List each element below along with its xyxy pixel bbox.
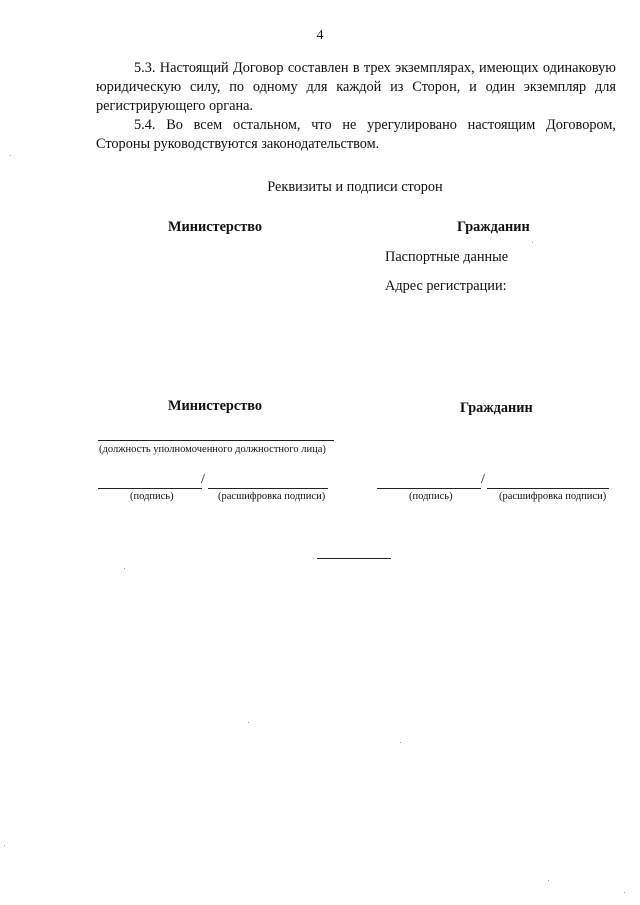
citizen-decoding-line <box>487 488 609 489</box>
scan-speck <box>532 242 533 243</box>
citizen-signature-line <box>377 488 481 489</box>
position-caption: (должность уполномоченного должностного лица) <box>99 444 326 455</box>
page-number: 4 <box>316 28 324 43</box>
citizen-signature-slash: / <box>481 472 485 487</box>
passport-data-label: Паспортные данные <box>385 249 509 265</box>
scan-speck <box>124 568 125 569</box>
citizen-decoding-caption: (расшифровка подписи) <box>499 491 607 502</box>
scan-speck <box>624 892 625 893</box>
scan-speck <box>400 742 401 743</box>
requisites-title: Реквизиты и подписи сторон <box>267 179 443 195</box>
scan-speck <box>548 880 549 881</box>
requisites-ministry-label: Министерство <box>168 219 263 235</box>
requisites-citizen-label: Гражданин <box>457 219 530 235</box>
scan-speck <box>248 722 249 723</box>
scan-speck <box>10 155 11 156</box>
clause-5-3: 5.3. Настоящий Договор составлен в трех экземплярах, имеющих одинаковую юридическую силу, по одному для каждой из Сторон, и один экземпляр для регистрирующего органа. <box>96 60 616 114</box>
clause-5-4: 5.4. Во всем остальном, что не урегулировано настоящим Договором, Стороны руководствуются законодательством. <box>96 117 616 152</box>
ministry-signature-caption: (подпись) <box>130 491 174 502</box>
registration-address-label: Адрес регистрации: <box>385 278 507 294</box>
scan-speck <box>4 845 5 846</box>
ministry-decoding-caption: (расшифровка подписи) <box>218 491 326 502</box>
ministry-decoding-line <box>208 488 328 489</box>
signature-citizen-label: Гражданин <box>460 400 533 416</box>
citizen-signature-caption: (подпись) <box>409 491 453 502</box>
ministry-signature-line <box>98 488 202 489</box>
ministry-signature-slash: / <box>201 472 205 487</box>
end-of-document-line <box>317 558 391 559</box>
signature-ministry-label: Министерство <box>168 398 263 414</box>
position-line <box>98 440 334 441</box>
